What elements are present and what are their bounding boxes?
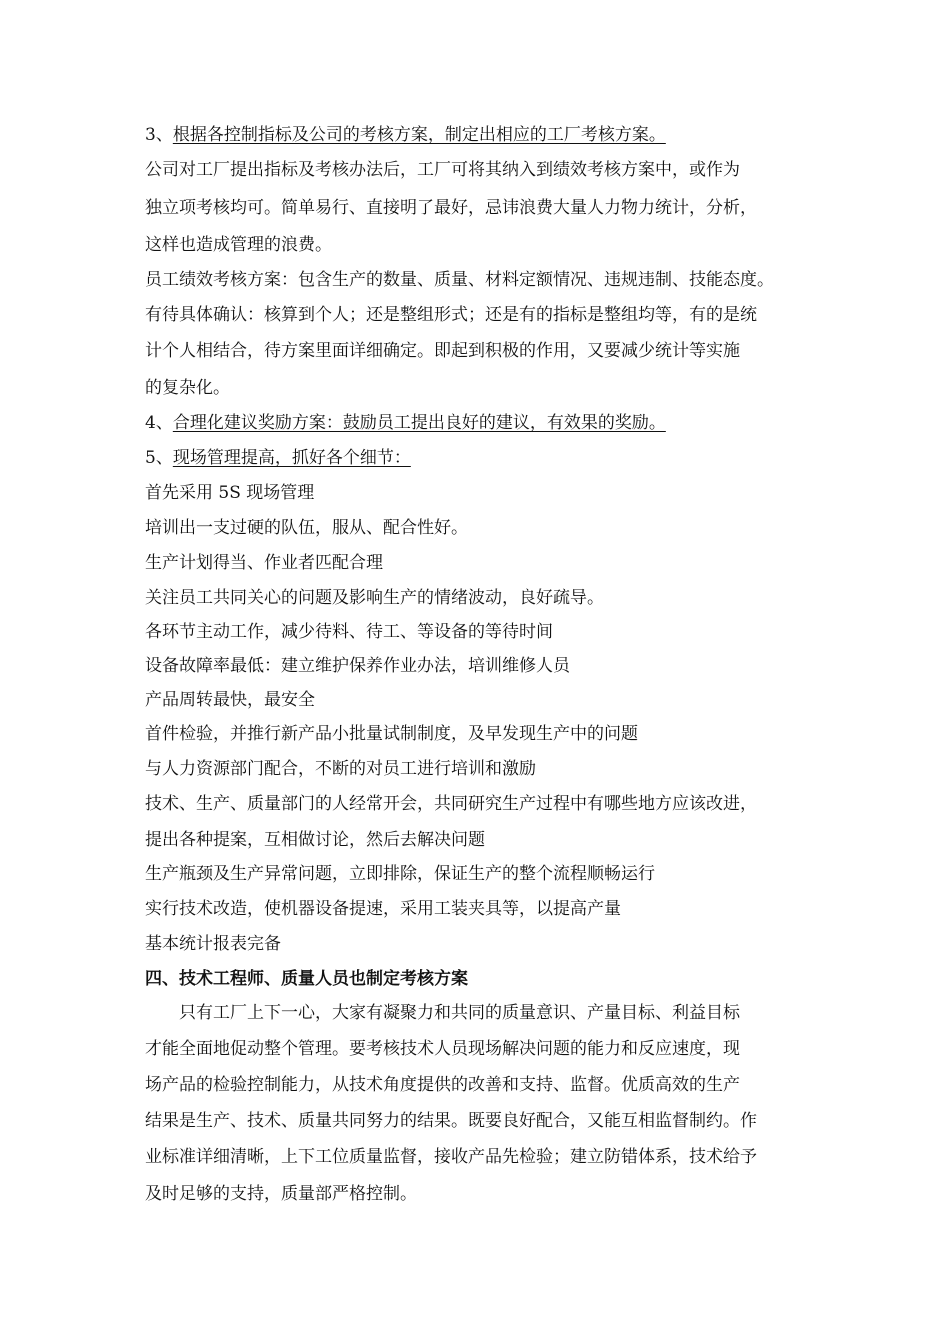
list-item: 与人力资源部门配合，不断的对员工进行培训和激励 [145,759,536,779]
list-item: 生产瓶颈及生产异常问题，立即排除，保证生产的整个流程顺畅运行 [145,864,655,884]
list-item: 关注员工共同关心的问题及影响生产的情绪波动，良好疏导。 [145,588,604,608]
paragraph-line: 有待具体确认：核算到个人；还是整组形式；还是有的指标是整组均等，有的是统 [145,305,757,325]
item-number: 4、 [145,413,173,433]
list-item: 首先采用 5S 现场管理 [145,483,315,503]
paragraph-line: 独立项考核均可。简单易行、直接明了最好，忌讳浪费大量人力物力统计，分析， [145,198,757,218]
list-item: 设备故障率最低：建立维护保养作业办法，培训维修人员 [145,656,570,676]
list-item: 首件检验，并推行新产品小批量试制制度，及早发现生产中的问题 [145,724,638,744]
paragraph-line: 业标准详细清晰，上下工位质量监督，接收产品先检验；建立防错体系，技术给予 [145,1147,757,1167]
paragraph-line: 及时足够的支持，质量部严格控制。 [145,1184,417,1204]
paragraph-line: 这样也造成管理的浪费。 [145,235,332,255]
list-item: 培训出一支过硬的队伍，服从、配合性好。 [145,518,468,538]
list-item: 提出各种提案，互相做讨论，然后去解决问题 [145,830,485,850]
paragraph-line: 只有工厂上下一心，大家有凝聚力和共同的质量意识、产量目标、利益目标 [145,1003,740,1023]
list-item: 各环节主动工作，减少待料、待工、等设备的等待时间 [145,622,553,642]
item-4-line [145,411,825,435]
section-heading: 四、技术工程师、质量人员也制定考核方案 [145,969,468,989]
item-number: 5、 [145,448,173,468]
item-5-line [145,446,825,470]
item-5-title: 现场管理提高，抓好各个细节： [172,448,411,468]
paragraph-line: 场产品的检验控制能力，从技术角度提供的改善和支持、监督。优质高效的生产 [145,1075,740,1095]
list-item: 基本统计报表完备 [145,934,281,954]
paragraph-line: 的复杂化。 [145,378,230,398]
paragraph-line: 计个人相结合，待方案里面详细确定。即起到积极的作用，又要减少统计等实施 [145,341,740,361]
item-number: 3、 [145,125,173,145]
paragraph-line: 公司对工厂提出指标及考核办法后，工厂可将其纳入到绩效考核方案中，或作为 [145,160,740,180]
paragraph-line: 员工绩效考核方案：包含生产的数量、质量、材料定额情况、违规违制、技能态度。 [145,270,774,290]
list-item: 产品周转最快，最安全 [145,690,315,710]
item-3-line [145,123,825,147]
paragraph-line: 结果是生产、技术、质量共同努力的结果。既要良好配合，又能互相监督制约。作 [145,1111,757,1131]
item-3-title: 根据各控制指标及公司的考核方案，制定出相应的工厂考核方案。 [172,125,666,145]
list-item: 实行技术改造，使机器设备提速，采用工装夹具等，以提高产量 [145,899,621,919]
list-item: 技术、生产、质量部门的人经常开会，共同研究生产过程中有哪些地方应该改进， [145,794,757,814]
item-4-title: 合理化建议奖励方案：鼓励员工提出良好的建议，有效果的奖励。 [172,413,666,433]
list-item: 生产计划得当、作业者匹配合理 [145,553,383,573]
paragraph-line: 才能全面地促动整个管理。要考核技术人员现场解决问题的能力和反应速度，现 [145,1039,740,1059]
